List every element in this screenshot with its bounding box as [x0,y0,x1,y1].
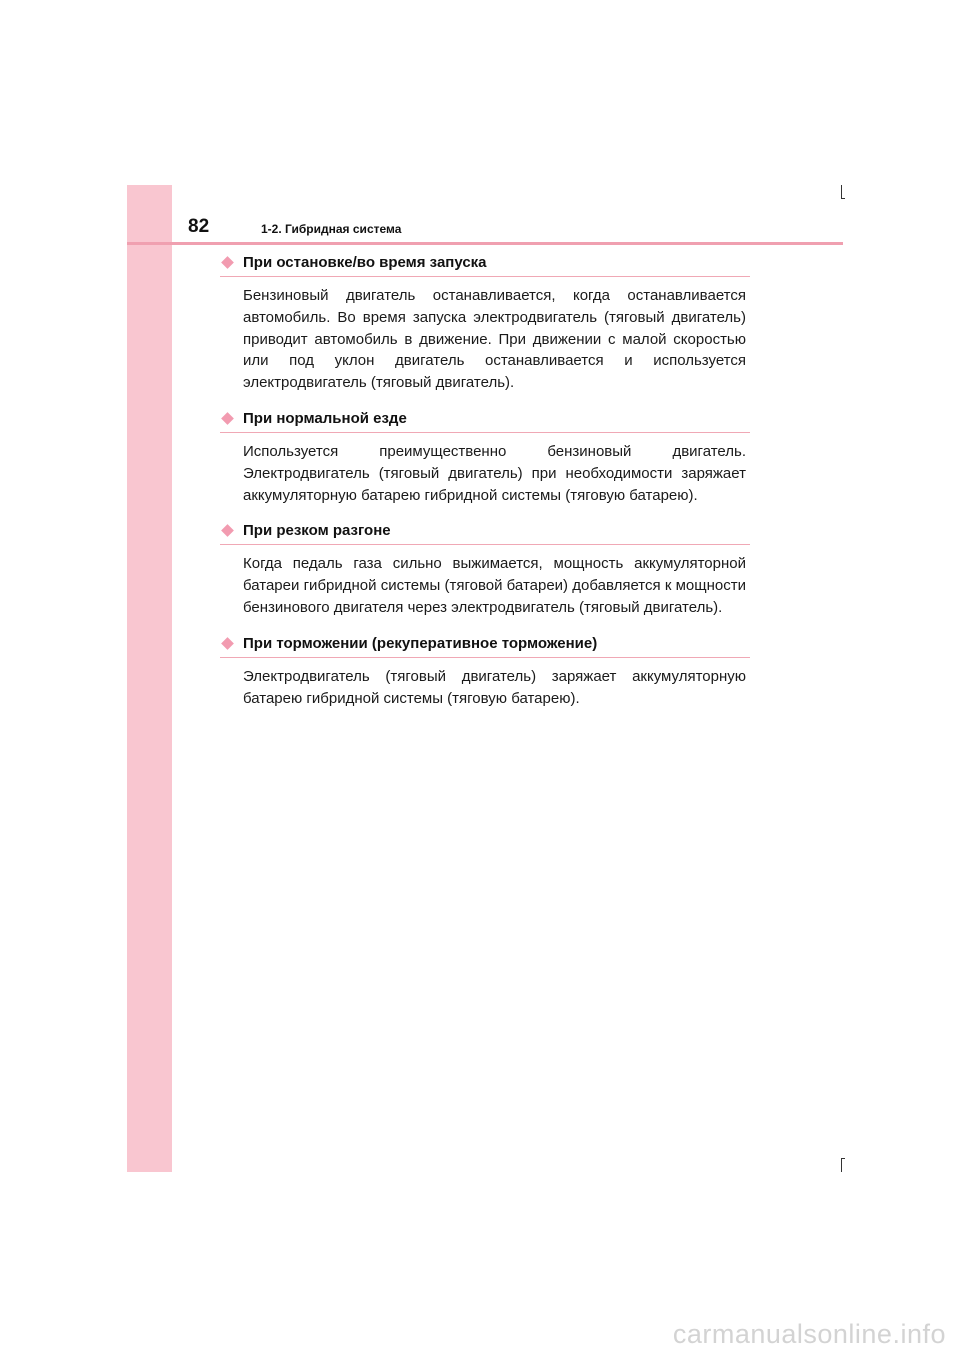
subsection-braking [220,633,750,710]
subsection-heading [220,520,750,545]
subsection-hard-acceleration [220,520,750,618]
subsection-heading-text: При остановке/во время запуска [243,254,487,271]
diamond-bullet-icon [221,412,234,425]
subsection-stop-start [220,252,750,394]
side-color-band [127,185,172,1172]
subsection-heading [220,408,750,433]
diamond-bullet-icon [221,637,234,650]
crop-mark-bottom [841,1158,842,1172]
crop-mark-top [841,185,842,199]
page-number: 82 [188,216,210,237]
page-content [220,252,750,723]
subsection-heading-text: При нормальной езде [243,409,407,427]
subsection-heading-text: При торможении (рекуперативное торможение) [243,634,598,652]
subsection-paragraph: Электродвигатель (тяговый двигатель) заряжает аккумуляторную батарею гибридной системы (тяговую батарею). [243,667,746,707]
subsection-paragraph: Используется преимущественно бензиновый двигатель. Электродвигатель (тяговый двигатель) при необходимости заряжает аккумуляторную батарею гибридной системы (тяговую батарею). [243,442,746,504]
subsection-normal-driving [220,408,750,506]
subsection-paragraph: Когда педаль газа сильно выжимается, мощность аккумуляторной батареи гибридной системы (тяговой батареи) добавляется к мощности бензинового двигателя через электродвигатель (тяговый двигатель). [243,555,746,616]
section-title: 1-2. Гибридная система [261,222,402,236]
subsection-heading-text: При резком разгоне [243,522,391,540]
diamond-bullet-icon [221,256,234,269]
subsection-paragraph: Бензиновый двигатель останавливается, когда останавливается автомобиль. Во время запуска электродвигатель (тяговый двигатель) приводит автомобиль в движение. При движении с малой скоростью или под уклон двигатель останавливается и используется электродвигатель (тяговый двигатель). [243,287,746,392]
watermark: carmanualsonline.info [672,1319,946,1349]
subsection-heading [220,252,750,277]
subsection-heading [220,633,750,658]
diamond-bullet-icon [221,525,234,538]
header-rule [127,242,843,245]
